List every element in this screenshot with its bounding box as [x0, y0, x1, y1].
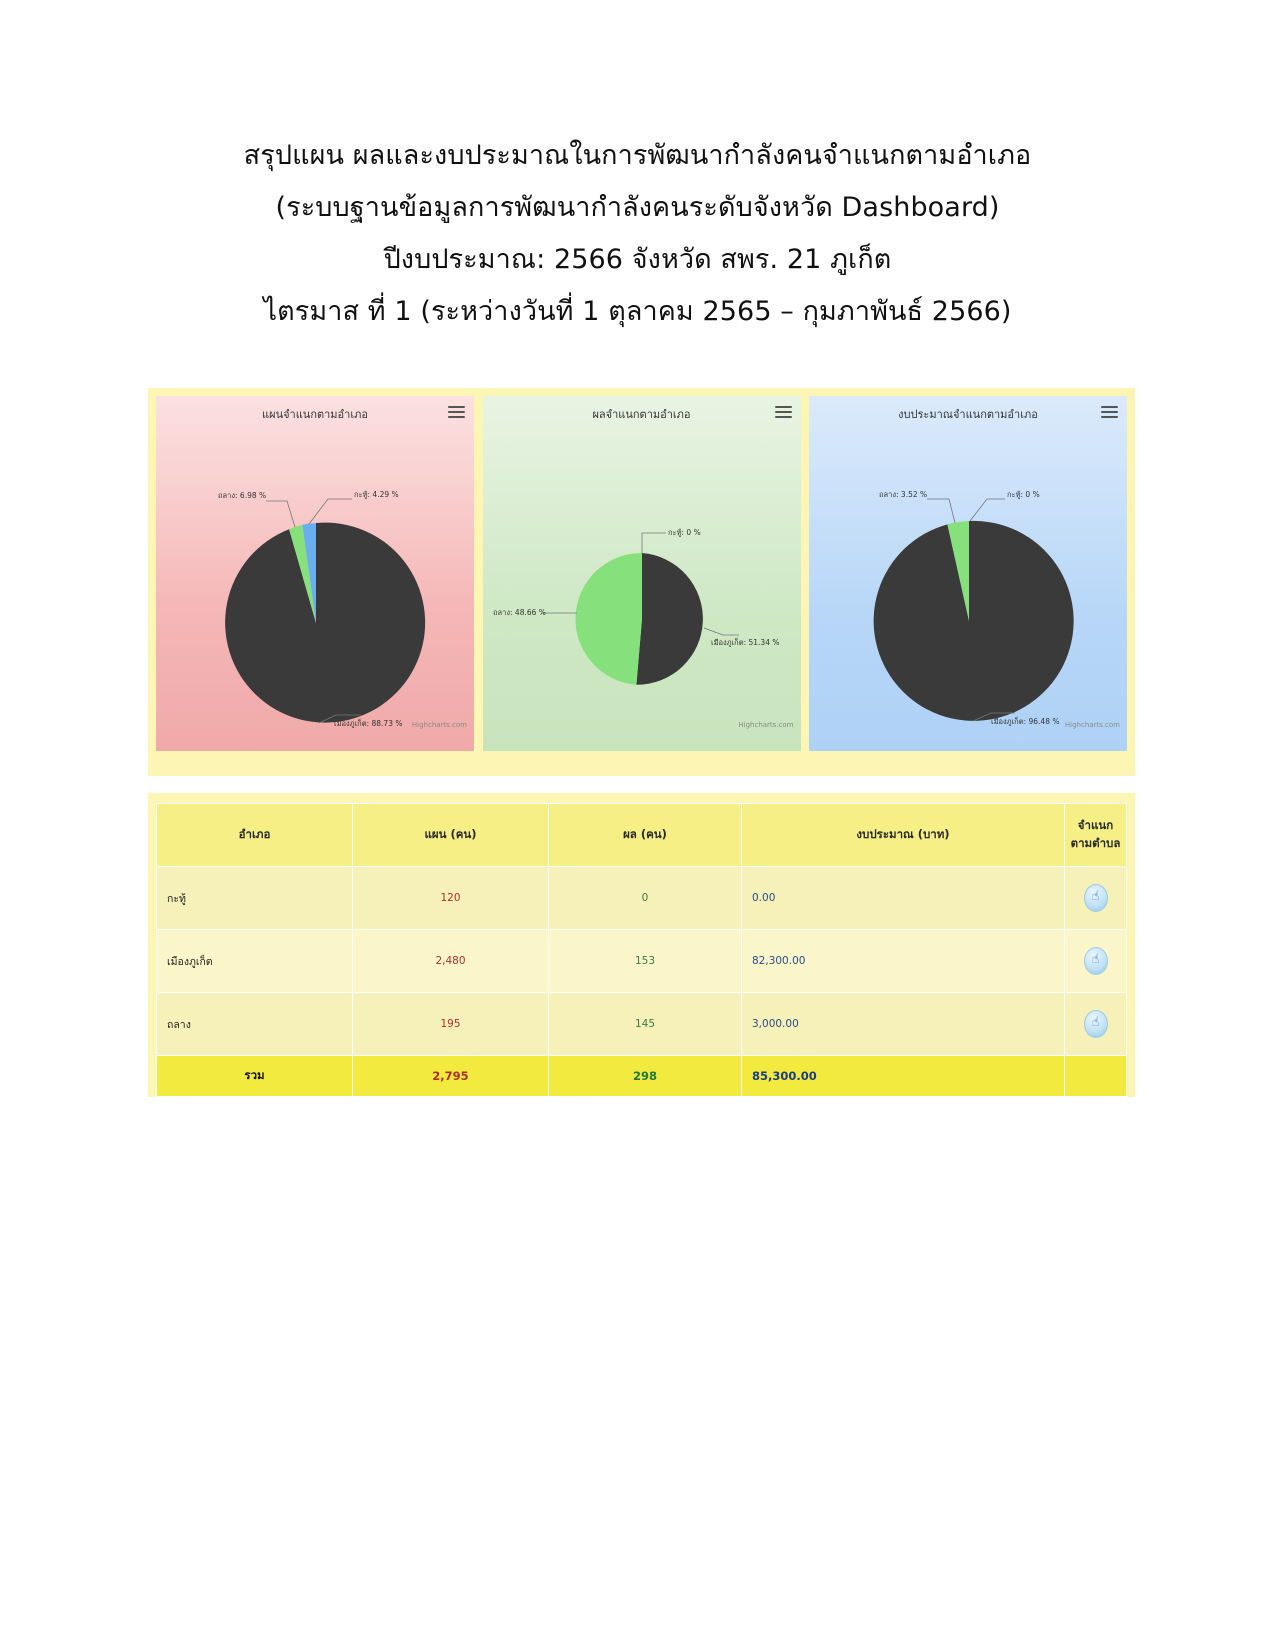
column-header-amphoe: อำเภอ: [157, 804, 353, 867]
summary-table-wrap: [148, 793, 1135, 1097]
cell-total-result: 298: [549, 1056, 742, 1097]
cell-tambon: [1065, 930, 1127, 993]
chart-card-result: [483, 396, 801, 751]
table-header-row: [157, 804, 1127, 867]
column-header-plan: แผน (คน): [353, 804, 549, 867]
cell-plan: 120: [353, 867, 549, 930]
title-line-4: ไตรมาส ที่ 1 (ระหว่างวันที่ 1 ตุลาคม 2565 – กุมภาพันธ์ 2566): [263, 296, 1012, 327]
cell-amphoe: เมืองภูเก็ต: [157, 930, 353, 993]
slice-label-thalang-budget: ถลาง: 3.52 %: [879, 490, 928, 499]
pointer-icon[interactable]: [1084, 1010, 1108, 1038]
cell-total-plan: 2,795: [353, 1056, 549, 1097]
cell-tambon: [1065, 867, 1127, 930]
chart-menu-icon-plan[interactable]: [448, 404, 465, 420]
cell-budget: 0.00: [742, 867, 1065, 930]
cell-result: 0: [549, 867, 742, 930]
cell-budget: 3,000.00: [742, 993, 1065, 1056]
chart-title-budget: งบประมาณจำแนกตามอำเภอ: [898, 408, 1038, 421]
cell-amphoe: กะทู้: [157, 867, 353, 930]
table-row: [157, 993, 1127, 1056]
chart-menu-icon-result[interactable]: [775, 404, 792, 420]
table-total-row: [157, 1056, 1127, 1097]
chart-card-plan: [156, 396, 474, 751]
cell-amphoe: ถลาง: [157, 993, 353, 1056]
cell-total-tambon: [1065, 1056, 1127, 1097]
column-header-result: ผล (คน): [549, 804, 742, 867]
cell-result: 145: [549, 993, 742, 1056]
pointer-icon[interactable]: [1084, 884, 1108, 912]
chart-card-budget: [809, 396, 1127, 751]
cell-result: 153: [549, 930, 742, 993]
table-row: [157, 867, 1127, 930]
highcharts-credit-plan: Highcharts.com: [411, 721, 467, 729]
slice-label-kathu-result: กะทู้: 0 %: [667, 528, 701, 537]
column-header-tambon: จำแนกตามตำบล: [1065, 804, 1127, 867]
cell-total-label: รวม: [157, 1056, 353, 1097]
title-line-3: ปีงบประมาณ: 2566 จังหวัด สพร. 21 ภูเก็ต: [383, 244, 892, 275]
highcharts-credit-budget: Highcharts.com: [1064, 721, 1120, 729]
chart-menu-icon-budget[interactable]: [1101, 404, 1118, 420]
cell-plan: 2,480: [353, 930, 549, 993]
pointer-icon[interactable]: [1084, 947, 1108, 975]
slice-label-mueang-result: เมืองภูเก็ต: 51.34 %: [710, 638, 779, 647]
charts-panel: [148, 388, 1135, 776]
summary-table: [156, 803, 1127, 1097]
slice-label-kathu-budget: กะทู้: 0 %: [1007, 490, 1040, 499]
page-title: [0, 0, 1275, 338]
cell-total-budget: 85,300.00: [742, 1056, 1065, 1097]
cell-plan: 195: [353, 993, 549, 1056]
slice-label-mueang-plan: เมืองภูเก็ต: 88.73 %: [334, 719, 403, 728]
slice-label-mueang-budget: เมืองภูเก็ต: 96.48 %: [991, 717, 1060, 726]
slice-label-kathu-plan: กะทู้: 4.29 %: [354, 490, 399, 499]
chart-canvas-budget: [809, 423, 1127, 733]
title-line-2: (ระบบฐานข้อมูลการพัฒนากำลังคนระดับจังหวัด Dashboard): [275, 192, 1000, 223]
table-row: [157, 930, 1127, 993]
cell-tambon: [1065, 993, 1127, 1056]
column-header-budget: งบประมาณ (บาท): [742, 804, 1065, 867]
slice-label-thalang-plan: ถลาง: 6.98 %: [218, 491, 267, 500]
chart-canvas-result: [483, 423, 801, 733]
title-line-1: สรุปแผน ผลและงบประมาณในการพัฒนากำลังคนจำแนกตามอำเภอ: [243, 140, 1032, 171]
cell-budget: 82,300.00: [742, 930, 1065, 993]
chart-title-plan: แผนจำแนกตามอำเภอ: [262, 408, 368, 421]
chart-canvas-plan: [156, 423, 474, 733]
chart-title-result: ผลจำแนกตามอำเภอ: [592, 408, 691, 421]
slice-label-thalang-result: ถลาง: 48.66 %: [492, 608, 546, 617]
highcharts-credit-result: Highcharts.com: [738, 721, 794, 729]
